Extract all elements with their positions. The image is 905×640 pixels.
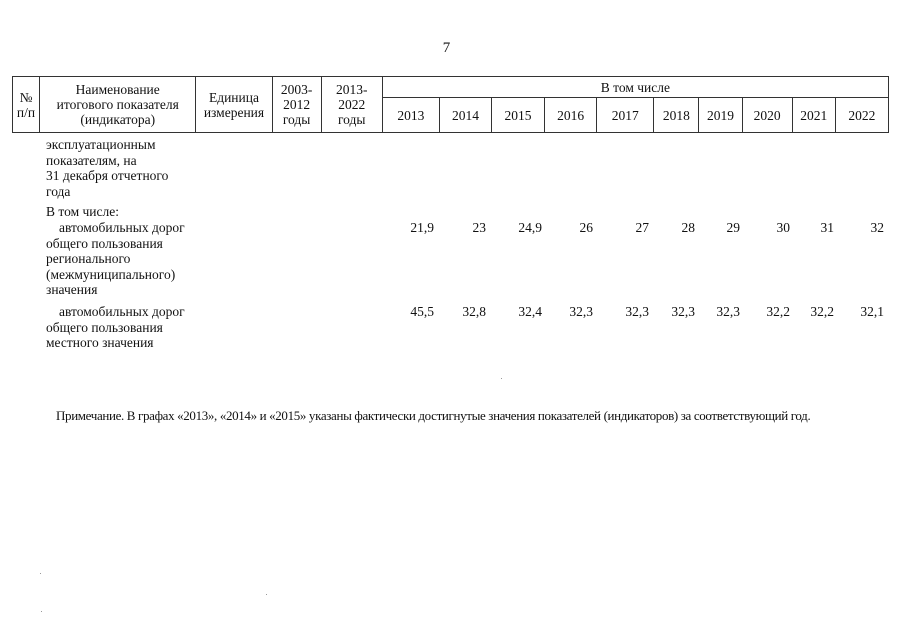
value-cell: 27 [635, 220, 649, 235]
value-cell: 24,9 [518, 220, 542, 235]
value-cell: 32,4 [518, 304, 542, 319]
value-cell: 30 [776, 220, 790, 235]
row-name-regional-roads: автомобильных дорог общего пользования регионального (межмуниципального) значения [46, 220, 185, 297]
header-year: 2022 [835, 98, 888, 133]
row-name-including: В том числе: [46, 204, 119, 219]
header-period-2013-2022-text: 2013- 2022 годы [335, 82, 368, 127]
header-year: 2017 [597, 98, 654, 133]
value-cell: 32,3 [716, 304, 740, 319]
scan-speck [501, 378, 502, 379]
header-year: 2020 [742, 98, 792, 133]
value-cell: 32,8 [462, 304, 486, 319]
value-cell: 32,1 [860, 304, 884, 319]
value-cell: 29 [726, 220, 740, 235]
header-year: 2015 [492, 98, 545, 133]
footnote: Примечание. В графах «2013», «2014» и «2015» указаны фактически достигнутые значения показателей (индикаторов) за соответствующий год. [56, 408, 811, 423]
value-cell: 32,2 [810, 304, 834, 319]
row-name-continuation: эксплуатационным показателям, на 31 декабря отчетного года [46, 137, 169, 199]
header-year: 2014 [439, 98, 491, 133]
value-cell: 32,2 [766, 304, 790, 319]
scan-speck [266, 594, 267, 595]
header-indicator-name-text: Наименование итогового показателя (индикатора) [56, 82, 179, 127]
value-cell: 28 [681, 220, 695, 235]
header-year: 2016 [545, 98, 597, 133]
header-year: 2021 [792, 98, 835, 133]
row-name-local-roads: автомобильных дорог общего пользования местного значения [46, 304, 185, 350]
value-cell: 21,9 [410, 220, 434, 235]
value-cell: 32,3 [625, 304, 649, 319]
value-cell: 26 [579, 220, 593, 235]
value-cell: 23 [472, 220, 486, 235]
page-number: 7 [442, 40, 451, 56]
header-year: 2019 [699, 98, 742, 133]
header-unit-text: Единица измерения [203, 89, 265, 120]
header-year: 2018 [654, 98, 699, 133]
value-cell: 32,3 [671, 304, 695, 319]
value-cell: 31 [820, 220, 834, 235]
header-period-2003-2012-text: 2003- 2012 годы [280, 82, 313, 127]
scan-speck [40, 573, 41, 574]
value-cell: 45,5 [410, 304, 434, 319]
header-year: 2013 [382, 98, 439, 133]
value-cell: 32 [870, 220, 884, 235]
scan-speck [41, 611, 42, 612]
header-including: В том числе [382, 77, 888, 98]
header-number-text: № п/п [16, 89, 36, 120]
value-cell: 32,3 [569, 304, 593, 319]
